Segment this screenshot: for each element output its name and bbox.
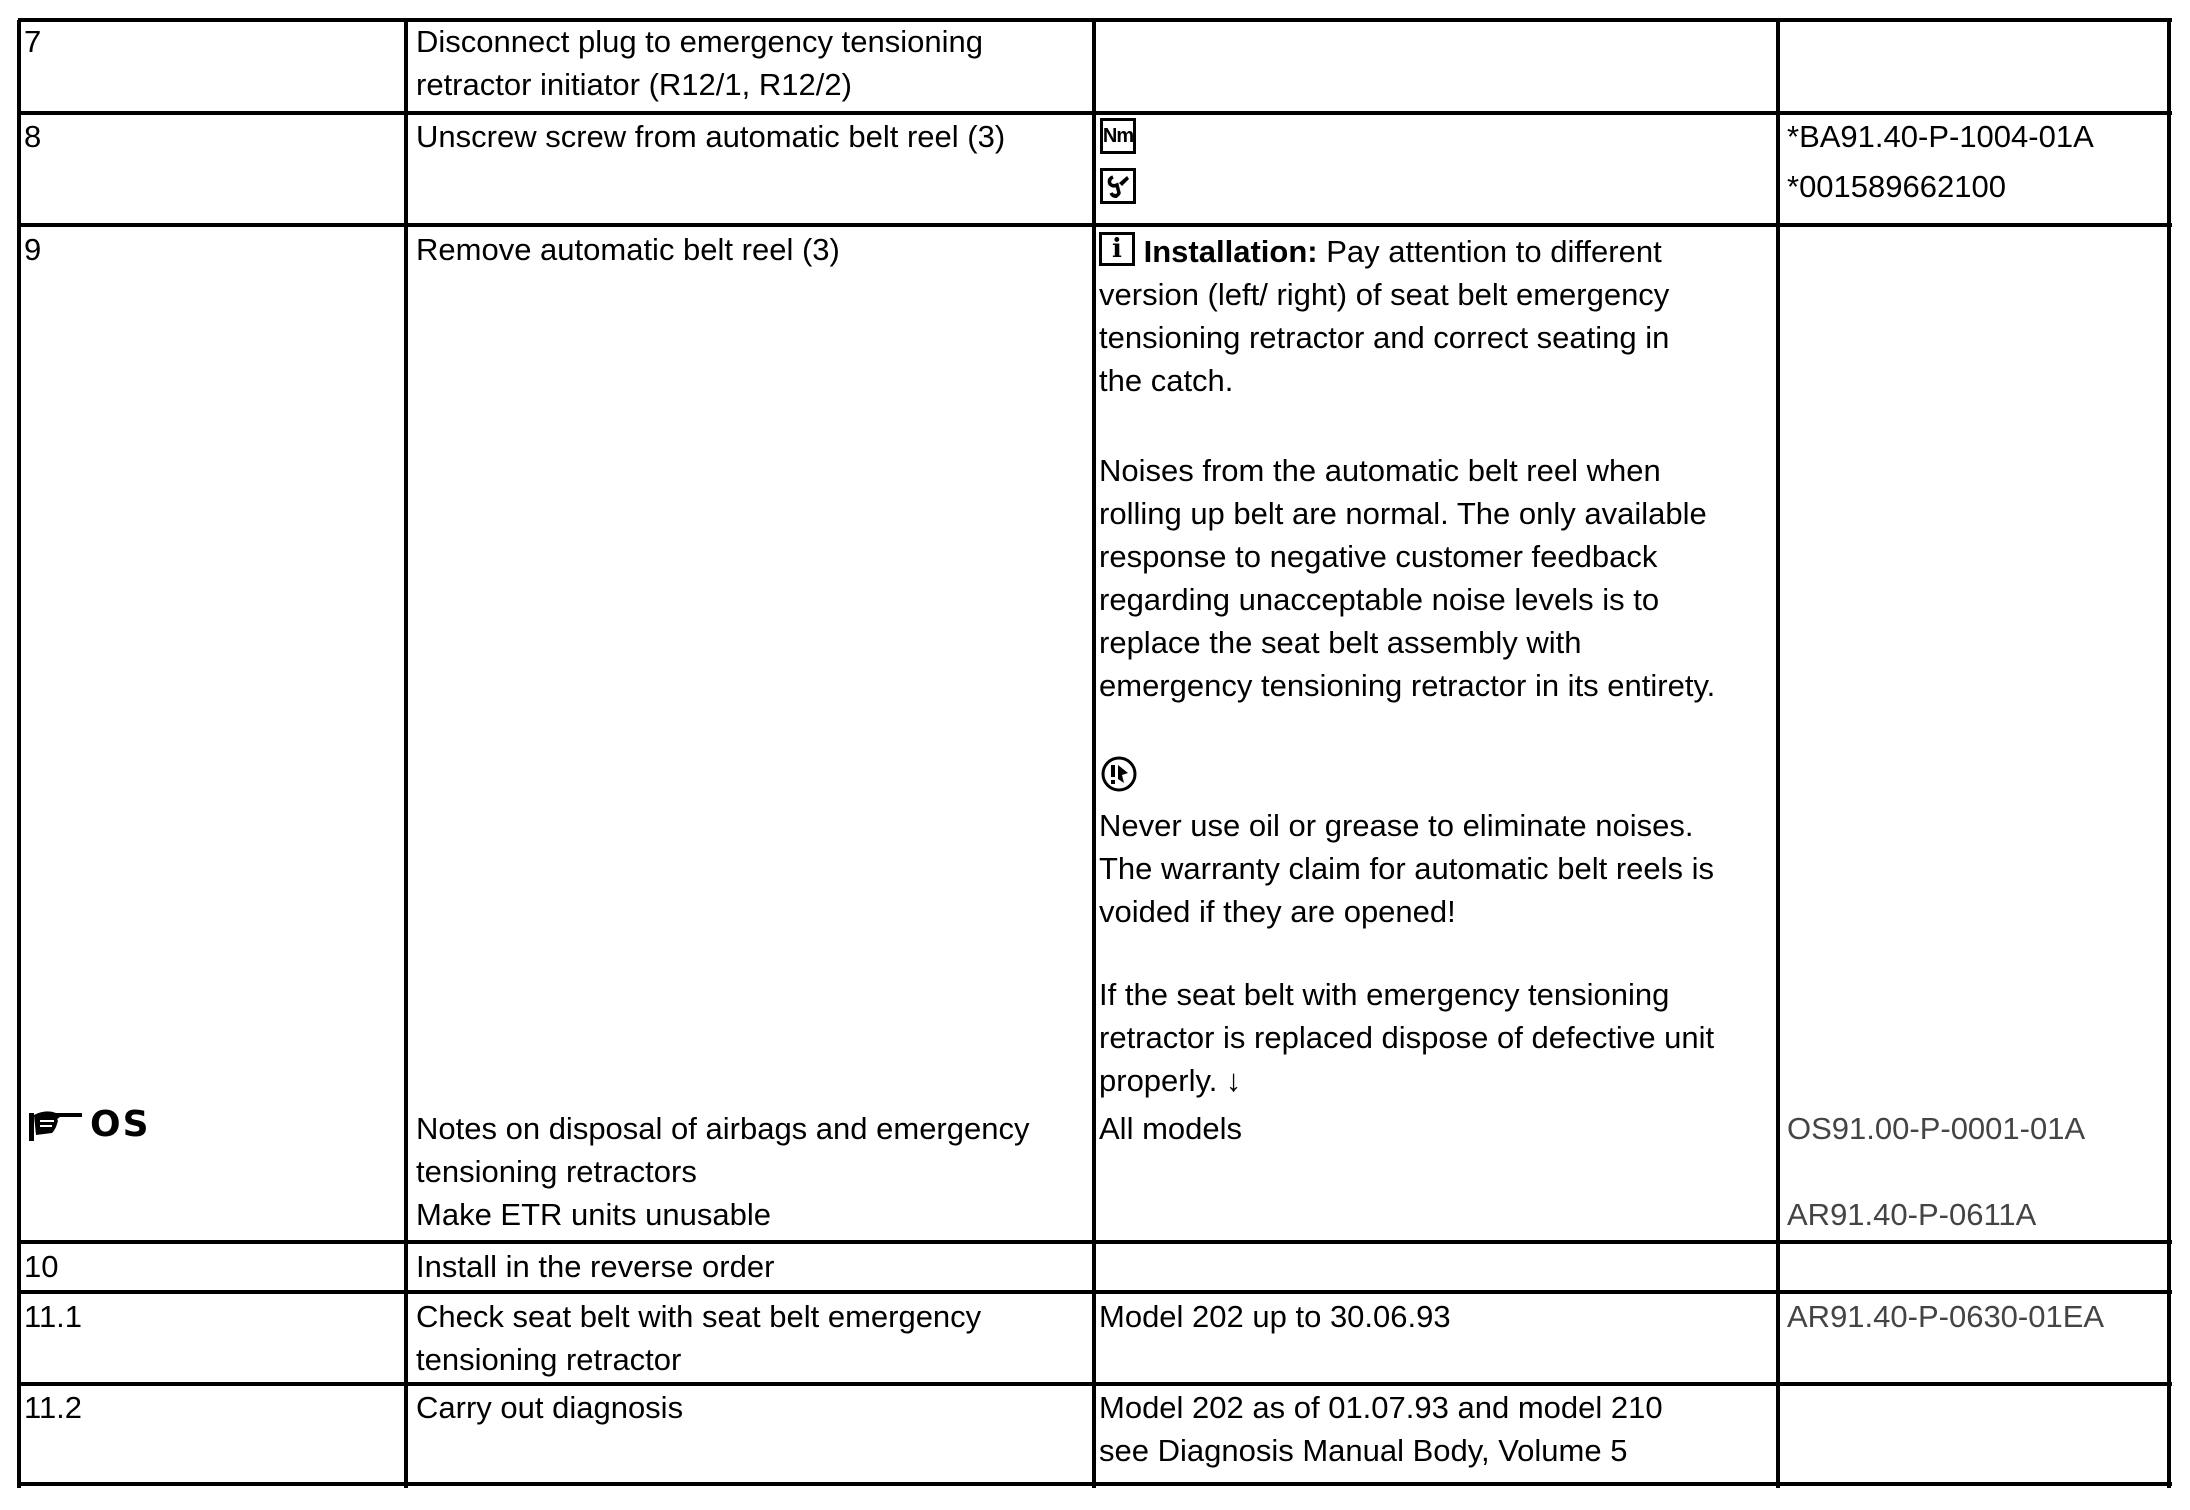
other-services-marker: OS	[26, 1104, 151, 1145]
applicability: Model 202 as of 01.07.93 and model 210 see Diagnosis Manual Body, Volume 5	[1099, 1390, 1663, 1468]
link-disposal-notes[interactable]: Notes on disposal of airbags and emergency	[416, 1111, 1030, 1146]
col-divider	[1776, 20, 1780, 1488]
reference-torque: *BA91.40-P-1004-01A	[1787, 119, 2094, 154]
step-number: 9	[24, 232, 42, 267]
reference-link[interactable]: AR91.40-P-0630-01EA	[1787, 1299, 2105, 1334]
special-tool-icon	[1100, 168, 1136, 204]
step-action: Disconnect plug to emergency tensioning retractor initiator (R12/1, R12/2)	[416, 24, 983, 102]
step-action: Carry out diagnosis	[416, 1390, 684, 1425]
step-action: Remove automatic belt reel (3)	[416, 232, 840, 267]
installation-note: i Installation: Pay attention to different version (left/ right) of seat belt emergency tensioning retractor and correct seating in the catch.	[1099, 233, 1670, 398]
step-action: Check seat belt with seat belt emergency tensioning retractor	[416, 1299, 982, 1377]
col-divider	[17, 20, 21, 1488]
link-etr-unusable[interactable]: Make ETR units unusable	[416, 1197, 771, 1232]
col-divider	[2167, 20, 2171, 1488]
applicability: Model 202 up to 30.06.93	[1099, 1299, 1451, 1334]
step-number: 8	[24, 119, 42, 154]
reference-tool: *001589662100	[1787, 169, 2006, 204]
step-number: 7	[24, 24, 42, 59]
torque-nm-icon: Nm	[1100, 118, 1136, 154]
caution-icon	[1100, 755, 1138, 801]
step-action: Install in the reverse order	[416, 1249, 775, 1284]
step-number: 10	[24, 1249, 59, 1284]
step-action: Unscrew screw from automatic belt reel (3)	[416, 119, 1006, 154]
col-divider	[404, 20, 408, 1488]
col-divider	[1092, 20, 1096, 1488]
step-action: Notes on disposal of airbags and emergency tensioning retractors Make ETR units unusable	[416, 1107, 1029, 1236]
step-number: 11.1	[24, 1299, 83, 1334]
disposal-note: If the seat belt with emergency tensioning retractor is replaced dispose of defective unit properly. ↓	[1099, 977, 1715, 1098]
reference-list	[1787, 115, 2094, 208]
warranty-note: Never use oil or grease to eliminate noises. The warranty claim for automatic belt reels is voided if they are opened!	[1099, 808, 1715, 929]
applicability: All models	[1099, 1111, 1242, 1146]
reference-link[interactable]: AR91.40-P-0611A	[1787, 1197, 2037, 1232]
noise-note: Noises from the automatic belt reel when rolling up belt are normal. The only available response to negative customer feedback regarding unacceptable noise levels is to replace the seat belt assembly with emergency tensioning retractor in its entirety.	[1099, 453, 1716, 703]
step-number: 11.2	[24, 1390, 83, 1425]
reference-link[interactable]: OS91.00-P-0001-01A	[1787, 1111, 2086, 1146]
pointing-hand-icon	[26, 1105, 86, 1145]
info-icon: i	[1099, 232, 1135, 266]
